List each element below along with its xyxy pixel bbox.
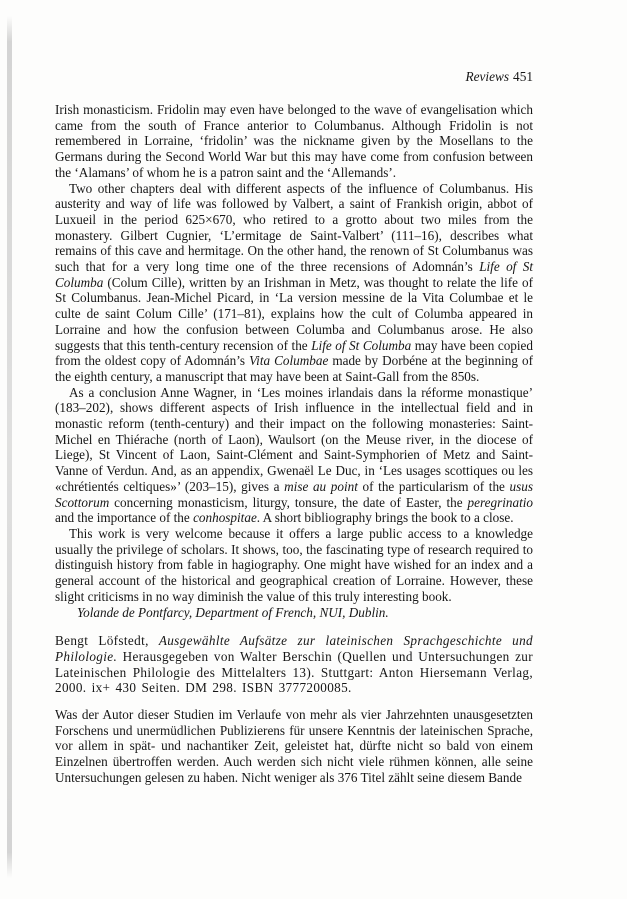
text-run: Herausgegeben von Walter Berschin (Quellen und Untersuchungen zur Lateinischen Philologie des Mittelalters 13). Stuttgart: Anton Hiersemann Verlag, 2000. ix+ 430 Seiten. DM 298. ISBN 3777200085. <box>55 648 533 696</box>
running-header <box>55 69 533 85</box>
text-run: conhospitae <box>193 510 257 526</box>
review-paragraph-german <box>55 707 533 786</box>
text-run: Life of St Columba <box>55 259 533 290</box>
review-paragraph-assessment <box>55 526 533 605</box>
page-body <box>55 102 533 786</box>
text-run: Life of St Columba <box>311 337 412 353</box>
text-run: Was der Autor dieser Studien im Verlaufe von mehr als vier Jahrzehnten unausgesetzten Forschens und unermüdlichen Publizierens für unsere Kenntnis der lateinischen Sprache, vor allem in spät- und nachantiker Zeit, geleistet hat, dürfte nicht so bald von einem Einzelnen übertroffen werden. Auch werden sich nicht viele rühmen können, alle seine Untersuchungen gelesen zu haben. Nicht weniger als 376 Titel zählt seine diesem Bande <box>55 707 533 785</box>
text-run: As a conclusion Anne Wagner, in ‘Les moines irlandais dans la réforme monastique’ (183–202), shows different aspects of Irish influence in the intellectual field and in monastic reform (tenth-century) and their impact on the following monasteries: Saint-Michel en Thiérache (north of Laon), Waulsort (on the Meuse river, in the diocese of Liege), St Vincent of Laon, Saint-Clément and Saint-Symphorien of Metz and Saint-Vanne of Verdun. And, as an appendix, Gwenaël Le Duc, in ‘Les usages scottiques ou les «chrétientés celtiques»’ (203–15), gives a <box>55 384 533 494</box>
text-run: (Colum Cille), written by an Irishman in Metz, was thought to relate the life of St Columbanus. Jean-Michel Picard, in ‘La version messine de la Vita Columbae et le culte de saint Colum Cille’ (171–81), explains how the cult of Columba appeared in Lorraine and how the confusion between Columba and Columbanus arose. He also suggests that this tenth-century recension of the <box>55 274 533 353</box>
review-paragraph-fridolin <box>55 102 533 181</box>
text-run: of the particularism of the <box>357 478 510 494</box>
binding-shadow <box>7 16 12 878</box>
text-run: and the importance of the <box>55 510 194 526</box>
text-run: may have been copied from the oldest copy of Adomnán’s <box>55 337 533 369</box>
running-title: Reviews <box>465 69 510 84</box>
text-run: . A short bibliography brings the book to a close. <box>256 510 514 526</box>
page-number: 451 <box>513 69 533 84</box>
text-run: made by Dorbéne at the beginning of the eighth century, a manuscript that may have been at Saint-Gall from the 850s. <box>55 353 533 384</box>
text-run: Two other chapters deal with different aspects of the influence of Columbanus. His austerity and way of life was followed by Valbert, a saint of Frankish origin, abbot of Luxueil in the period 625×670, who retired to a grotto about two miles from the monastery. Gilbert Cugnier, ‘L’ermitage de Saint-Valbert’ (111–16), describes what remains of this cave and hermitage. On the other hand, the renown of St Columbanus was such that for a very long time one of the three recensions of Adomnán’s <box>55 180 533 275</box>
text-run: concerning monasticism, liturgy, tonsure, the date of Easter, the <box>109 494 468 510</box>
text-run: peregrinatio <box>467 494 533 510</box>
bibliographic-entry <box>55 633 533 696</box>
text-run: This work is very welcome because it offers a large public access to a knowledge usually the privilege of scholars. It shows, too, the fascinating type of research required to distinguish history from fable in hagiography. One might have wished for an index and a general account of the historical and geographical creation of Lorraine. However, these slight criticisms in no way diminish the value of this truly interesting book. <box>55 525 533 604</box>
review-paragraph-wagner-conclusion <box>55 385 533 526</box>
text-run: usus Scottorum <box>55 478 533 510</box>
text-run: Vita Columbae <box>249 353 329 369</box>
text-run: mise au point <box>284 478 358 494</box>
reviewer-signature <box>55 605 533 621</box>
text-run: Irish monasticism. Fridolin may even have belonged to the wave of evangelisation which came from the south of France anterior to Columbanus. Although Fridolin is not remembered in Lorraine, ‘fridolin’ was the nickname given by the Mosellans to the Germans during the Second World War but this may have come from confusion between the ‘Alamans’ of whom he is a patron saint and the ‘Allemands’. <box>55 102 533 180</box>
text-run: Bengt Löfstedt, <box>55 633 159 649</box>
text-run: Yolande de Pontfarcy, Department of French, NUI, Dublin. <box>77 604 389 620</box>
review-paragraph-columbanus-influence <box>55 181 533 385</box>
text-run: Ausgewählte Aufsätze zur lateinischen Sprachgeschichte und Philologie. <box>55 633 533 664</box>
